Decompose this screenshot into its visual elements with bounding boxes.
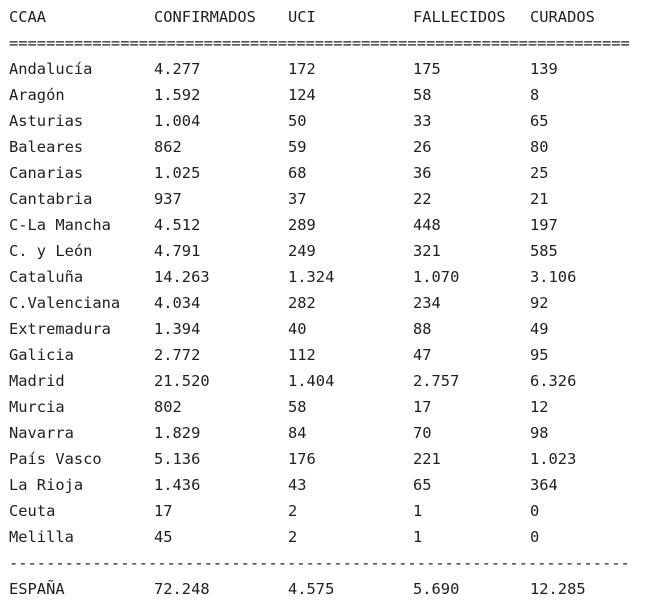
table-row	[9, 446, 654, 472]
cell-ccaa: Melilla	[9, 528, 74, 546]
total-confirmados: 72.248	[154, 580, 210, 598]
cell-uci: 2	[288, 528, 298, 546]
cell-curados: 0	[530, 502, 540, 520]
cell-fallecidos: 448	[413, 216, 441, 234]
cell-curados: 98	[530, 424, 549, 442]
cell-ccaa: La Rioja	[9, 476, 84, 494]
cell-uci: 84	[288, 424, 307, 442]
cell-fallecidos: 22	[413, 190, 432, 208]
cell-ccaa: Navarra	[9, 424, 74, 442]
cell-curados: 139	[530, 60, 558, 78]
total-fallecidos: 5.690	[413, 580, 460, 598]
cell-confirmados: 14.263	[154, 268, 210, 286]
cell-curados: 49	[530, 320, 549, 338]
cell-fallecidos: 234	[413, 294, 441, 312]
cell-ccaa: C-La Mancha	[9, 216, 111, 234]
cell-ccaa: Andalucía	[9, 60, 93, 78]
header-confirmados: CONFIRMADOS	[154, 8, 256, 26]
cell-uci: 176	[288, 450, 316, 468]
cell-confirmados: 862	[154, 138, 182, 156]
total-uci: 4.575	[288, 580, 335, 598]
separator-bottom: -------------------------------------------------------------------	[9, 554, 630, 572]
cell-uci: 249	[288, 242, 316, 260]
cell-curados: 3.106	[530, 268, 577, 286]
cell-uci: 50	[288, 112, 307, 130]
table-row	[9, 342, 654, 368]
cell-confirmados: 2.772	[154, 346, 201, 364]
cell-confirmados: 802	[154, 398, 182, 416]
cell-fallecidos: 175	[413, 60, 441, 78]
cell-fallecidos: 88	[413, 320, 432, 338]
cell-fallecidos: 321	[413, 242, 441, 260]
cell-confirmados: 1.394	[154, 320, 201, 338]
cell-ccaa: Canarias	[9, 164, 84, 182]
cell-ccaa: Ceuta	[9, 502, 56, 520]
cell-fallecidos: 26	[413, 138, 432, 156]
cell-fallecidos: 17	[413, 398, 432, 416]
header-curados: CURADOS	[530, 8, 595, 26]
cell-confirmados: 4.791	[154, 242, 201, 260]
total-row	[9, 576, 654, 602]
cell-uci: 58	[288, 398, 307, 416]
cell-fallecidos: 58	[413, 86, 432, 104]
cell-curados: 92	[530, 294, 549, 312]
cell-confirmados: 45	[154, 528, 173, 546]
cell-ccaa: C.Valenciana	[9, 294, 121, 312]
table-row	[9, 290, 654, 316]
cell-confirmados: 21.520	[154, 372, 210, 390]
cell-uci: 282	[288, 294, 316, 312]
cell-curados: 25	[530, 164, 549, 182]
cell-fallecidos: 1.070	[413, 268, 460, 286]
cell-confirmados: 1.829	[154, 424, 201, 442]
cell-fallecidos: 65	[413, 476, 432, 494]
cell-ccaa: Extremadura	[9, 320, 111, 338]
cell-fallecidos: 33	[413, 112, 432, 130]
cell-ccaa: Cantabria	[9, 190, 93, 208]
table-row	[9, 316, 654, 342]
cell-uci: 68	[288, 164, 307, 182]
cell-confirmados: 5.136	[154, 450, 201, 468]
table-row	[9, 134, 654, 160]
cell-fallecidos: 36	[413, 164, 432, 182]
table-row	[9, 238, 654, 264]
cell-uci: 112	[288, 346, 316, 364]
separator-top: ===================================================================	[9, 34, 630, 52]
cell-ccaa: Galicia	[9, 346, 74, 364]
cell-confirmados: 937	[154, 190, 182, 208]
cell-ccaa: País Vasco	[9, 450, 102, 468]
cell-curados: 197	[530, 216, 558, 234]
cell-curados: 80	[530, 138, 549, 156]
cell-ccaa: Murcia	[9, 398, 65, 416]
cell-ccaa: Madrid	[9, 372, 65, 390]
table-row	[9, 108, 654, 134]
cell-confirmados: 1.436	[154, 476, 201, 494]
cell-confirmados: 1.025	[154, 164, 201, 182]
header-row	[9, 4, 654, 30]
cell-confirmados: 1.592	[154, 86, 201, 104]
cell-uci: 124	[288, 86, 316, 104]
cell-uci: 172	[288, 60, 316, 78]
cell-fallecidos: 2.757	[413, 372, 460, 390]
cell-curados: 21	[530, 190, 549, 208]
cell-uci: 43	[288, 476, 307, 494]
header-fallecidos: FALLECIDOS	[413, 8, 506, 26]
cell-curados: 364	[530, 476, 558, 494]
table-row	[9, 472, 654, 498]
table-row	[9, 82, 654, 108]
table-row	[9, 160, 654, 186]
cell-ccaa: C. y León	[9, 242, 93, 260]
cell-confirmados: 1.004	[154, 112, 201, 130]
total-ccaa: ESPAÑA	[9, 580, 65, 598]
cell-fallecidos: 1	[413, 502, 423, 520]
cell-confirmados: 4.277	[154, 60, 201, 78]
cell-curados: 1.023	[530, 450, 577, 468]
header-ccaa: CCAA	[9, 8, 47, 26]
cell-curados: 65	[530, 112, 549, 130]
cell-curados: 8	[530, 86, 540, 104]
cell-uci: 40	[288, 320, 307, 338]
cell-uci: 289	[288, 216, 316, 234]
table-row	[9, 394, 654, 420]
cell-curados: 12	[530, 398, 549, 416]
table-row	[9, 186, 654, 212]
cell-fallecidos: 1	[413, 528, 423, 546]
table-row	[9, 264, 654, 290]
table-row	[9, 212, 654, 238]
cell-fallecidos: 70	[413, 424, 432, 442]
cell-curados: 95	[530, 346, 549, 364]
cell-ccaa: Aragón	[9, 86, 65, 104]
table-row	[9, 498, 654, 524]
cell-uci: 2	[288, 502, 298, 520]
table-row	[9, 524, 654, 550]
cell-uci: 59	[288, 138, 307, 156]
cell-uci: 37	[288, 190, 307, 208]
cell-uci: 1.404	[288, 372, 335, 390]
cell-curados: 0	[530, 528, 540, 546]
cell-confirmados: 4.034	[154, 294, 201, 312]
cell-ccaa: Cataluña	[9, 268, 84, 286]
table-row	[9, 56, 654, 82]
cell-fallecidos: 47	[413, 346, 432, 364]
covid-table	[9, 0, 654, 602]
total-curados: 12.285	[530, 580, 586, 598]
table-row	[9, 420, 654, 446]
table-row	[9, 368, 654, 394]
header-uci: UCI	[288, 8, 316, 26]
cell-curados: 6.326	[530, 372, 577, 390]
cell-ccaa: Baleares	[9, 138, 84, 156]
cell-uci: 1.324	[288, 268, 335, 286]
cell-ccaa: Asturias	[9, 112, 84, 130]
table-body	[9, 56, 654, 550]
cell-fallecidos: 221	[413, 450, 441, 468]
cell-confirmados: 17	[154, 502, 173, 520]
cell-confirmados: 4.512	[154, 216, 201, 234]
cell-curados: 585	[530, 242, 558, 260]
